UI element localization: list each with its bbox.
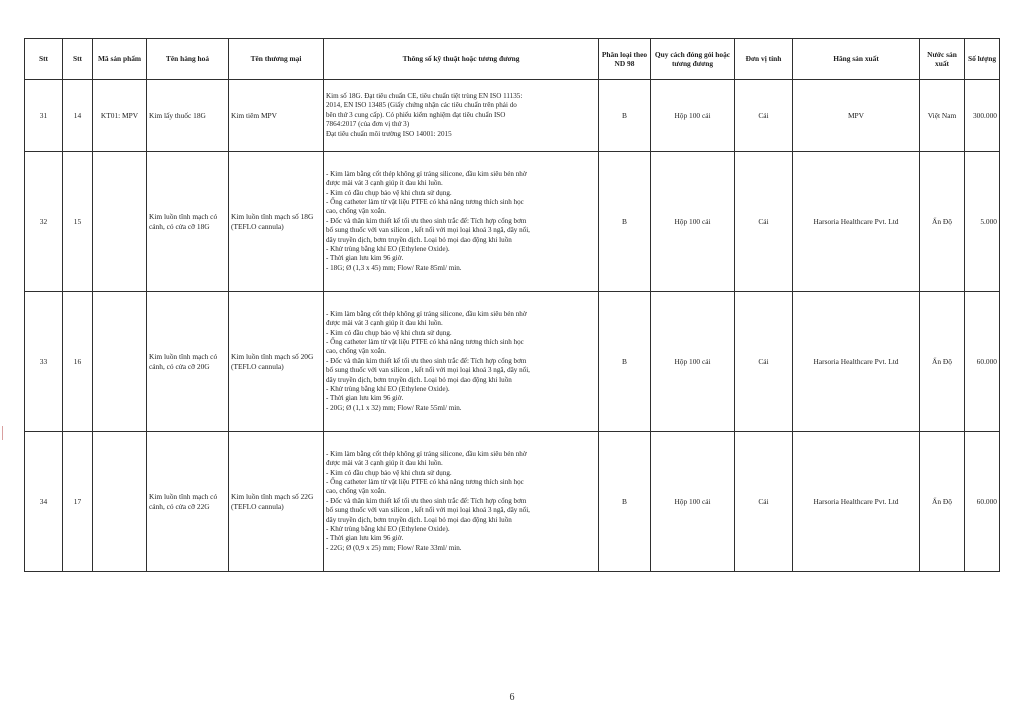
cell-stt: 33 (25, 292, 63, 432)
table-row (25, 292, 1000, 432)
cell-packing: Hộp 100 cái (651, 432, 735, 572)
cell-country: Ấn Độ (920, 292, 965, 432)
cell-unit: Cái (735, 292, 793, 432)
spec-line: bổ sung thuốc với van silicon , kết nối với mọi loại khoá 3 ngã, dây nối, (326, 506, 530, 515)
spec-line: Đạt tiêu chuẩn môi trường ISO 14001: 2015 (326, 129, 452, 138)
spec-line: - Thời gian lưu kim 96 giờ. (326, 254, 404, 263)
spec-line: 2014, EN ISO 13485 (Giấy chứng nhận các tiêu chuẩn trên phải do (326, 101, 517, 110)
cell-stt: 31 (25, 80, 63, 152)
cell-country: Việt Nam (920, 80, 965, 152)
spec-line: bổ sung thuốc với van silicon , kết nối với mọi loại khoá 3 ngã, dây nối, (326, 366, 530, 375)
spec-line: - Kim có đầu chụp bảo vệ khi chưa sử dụng. (326, 188, 452, 197)
spec-line: 7864:2017 (của đơn vị thứ 3) (326, 120, 410, 129)
cell-stt-sub: 16 (63, 292, 93, 432)
cell-product-code: KT01: MPV (93, 80, 147, 152)
cell-trade-name: Kim luồn tĩnh mạch số 22G (TEFLO cannula) (229, 432, 324, 572)
spec-line: - Ống catheter làm từ vật liệu PTFE có khả năng tương thích sinh học (326, 478, 524, 487)
cell-unit: Cái (735, 152, 793, 292)
table-row (25, 432, 1000, 572)
cell-classification: B (599, 152, 651, 292)
spec-line: dây truyền dịch, bơm truyền dịch. Loại bỏ mọi dao động khi luồn (326, 375, 512, 384)
cell-goods-name: Kim luồn tĩnh mạch có cánh, có cửa cỡ 18G (147, 152, 229, 292)
cell-goods-name: Kim luồn tĩnh mạch có cánh, có cửa cỡ 22G (147, 432, 229, 572)
header-unit: Đơn vị tính (735, 39, 793, 80)
spec-line: - 20G; Ø (1,1 x 32) mm; Flow/ Rate 55ml/ min. (326, 403, 462, 412)
spec-line: - 22G; Ø (0,9 x 25) mm; Flow/ Rate 33ml/ min. (326, 543, 462, 552)
spec-line: được mài vát 3 cạnh giúp ít đau khi luồn. (326, 319, 443, 328)
cell-manufacturer: Harsoria Healthcare Pvt. Ltd (793, 152, 920, 292)
spec-line: bên thứ 3 cung cấp). Có phiếu kiểm nghiệm đạt tiêu chuẩn ISO (326, 110, 506, 119)
header-stt: Stt (25, 39, 63, 80)
cell-manufacturer: MPV (793, 80, 920, 152)
header-quantity: Số lượng (965, 39, 1000, 80)
cell-quantity: 5.000 (965, 152, 1000, 292)
cell-trade-name: Kim luồn tĩnh mạch số 18G (TEFLO cannula) (229, 152, 324, 292)
header-classification: Phân loại theo ND 98 (599, 39, 651, 80)
spec-line: dây truyền dịch, bơm truyền dịch. Loại bỏ mọi dao động khi luồn (326, 515, 512, 524)
header-country: Nước sản xuất (920, 39, 965, 80)
table-row (25, 152, 1000, 292)
spec-line: - Kim làm bằng cốt thép không gỉ tráng silicone, đầu kim siêu bén nhờ (326, 310, 527, 319)
spec-line: - Kim có đầu chụp bảo vệ khi chưa sử dụng. (326, 328, 452, 337)
cell-packing: Hộp 100 cái (651, 292, 735, 432)
spec-line: - Ống catheter làm từ vật liệu PTFE có khả năng tương thích sinh học (326, 338, 524, 347)
cell-manufacturer: Harsoria Healthcare Pvt. Ltd (793, 292, 920, 432)
header-goods-name: Tên hàng hoá (147, 39, 229, 80)
cell-goods-name: Kim luồn tĩnh mạch có cánh, có cửa cỡ 20G (147, 292, 229, 432)
product-spec-table (24, 38, 1000, 572)
spec-line: - Đốc và thân kim thiết kế tối ưu theo sinh trắc để: Tích hợp cổng bơm (326, 496, 527, 505)
cell-unit: Cái (735, 432, 793, 572)
cell-spec (324, 292, 599, 432)
spec-line: cao, chống vặn xoắn. (326, 347, 387, 356)
cell-stt-sub: 15 (63, 152, 93, 292)
cell-trade-name: Kim tiêm MPV (229, 80, 324, 152)
spec-line: bổ sung thuốc với van silicon , kết nối với mọi loại khoá 3 ngã, dây nối, (326, 226, 530, 235)
spec-line: được mài vát 3 cạnh giúp ít đau khi luồn. (326, 179, 443, 188)
cell-stt-sub: 17 (63, 432, 93, 572)
cell-spec (324, 432, 599, 572)
cell-quantity: 300.000 (965, 80, 1000, 152)
cell-stt-sub: 14 (63, 80, 93, 152)
spec-line: - Đốc và thân kim thiết kế tối ưu theo sinh trắc để: Tích hợp cổng bơm (326, 356, 527, 365)
spec-line: dây truyền dịch, bơm truyền dịch. Loại bỏ mọi dao động khi luồn (326, 235, 512, 244)
cell-classification: B (599, 80, 651, 152)
page-number: 6 (509, 692, 515, 703)
spec-line: - Đốc và thân kim thiết kế tối ưu theo sinh trắc để: Tích hợp cổng bơm (326, 216, 527, 225)
spec-line: - Thời gian lưu kim 96 giờ. (326, 534, 404, 543)
cell-manufacturer: Harsoria Healthcare Pvt. Ltd (793, 432, 920, 572)
cell-classification: B (599, 432, 651, 572)
header-trade-name: Tên thương mại (229, 39, 324, 80)
header-stt-sub: Stt (63, 39, 93, 80)
spec-line: - Khử trùng bằng khí EO (Ethylene Oxide). (326, 244, 450, 253)
spec-line: - Thời gian lưu kim 96 giờ. (326, 394, 404, 403)
cell-classification: B (599, 292, 651, 432)
cell-spec (324, 152, 599, 292)
cell-unit: Cái (735, 80, 793, 152)
cell-quantity: 60.000 (965, 432, 1000, 572)
cell-stt: 32 (25, 152, 63, 292)
spec-line: Kim số 18G. Đạt tiêu chuẩn CE, tiêu chuẩn tiệt trùng EN ISO 11135: (326, 92, 523, 101)
table-row (25, 80, 1000, 152)
cell-product-code (93, 432, 147, 572)
spec-line: - Kim làm bằng cốt thép không gỉ tráng silicone, đầu kim siêu bén nhờ (326, 450, 527, 459)
spec-line: cao, chống vặn xoắn. (326, 207, 387, 216)
spec-line: - Kim làm bằng cốt thép không gỉ tráng silicone, đầu kim siêu bén nhờ (326, 170, 527, 179)
cell-spec (324, 80, 599, 152)
spec-line: - Kim có đầu chụp bảo vệ khi chưa sử dụng. (326, 468, 452, 477)
spec-line: - Ống catheter làm từ vật liệu PTFE có khả năng tương thích sinh học (326, 198, 524, 207)
spec-line: - Khử trùng bằng khí EO (Ethylene Oxide). (326, 524, 450, 533)
header-packing: Quy cách đóng gói hoặc tương đương (651, 39, 735, 80)
scan-edge-mark (2, 426, 13, 440)
cell-quantity: 60.000 (965, 292, 1000, 432)
header-manufacturer: Hãng sản xuất (793, 39, 920, 80)
header-spec: Thông số kỹ thuật hoặc tương đương (324, 39, 599, 80)
cell-packing: Hộp 100 cái (651, 80, 735, 152)
header-row (25, 39, 1000, 80)
spec-line: cao, chống vặn xoắn. (326, 487, 387, 496)
spec-line: được mài vát 3 cạnh giúp ít đau khi luồn. (326, 459, 443, 468)
cell-country: Ấn Độ (920, 152, 965, 292)
spec-line: - 18G; Ø (1,3 x 45) mm; Flow/ Rate 85ml/ min. (326, 263, 462, 272)
header-product-code: Mã sản phẩm (93, 39, 147, 80)
cell-packing: Hộp 100 cái (651, 152, 735, 292)
cell-goods-name: Kim lấy thuốc 18G (147, 80, 229, 152)
cell-product-code (93, 292, 147, 432)
spec-line: - Khử trùng bằng khí EO (Ethylene Oxide). (326, 384, 450, 393)
cell-stt: 34 (25, 432, 63, 572)
cell-trade-name: Kim luồn tĩnh mạch số 20G (TEFLO cannula) (229, 292, 324, 432)
cell-product-code (93, 152, 147, 292)
cell-country: Ấn Độ (920, 432, 965, 572)
